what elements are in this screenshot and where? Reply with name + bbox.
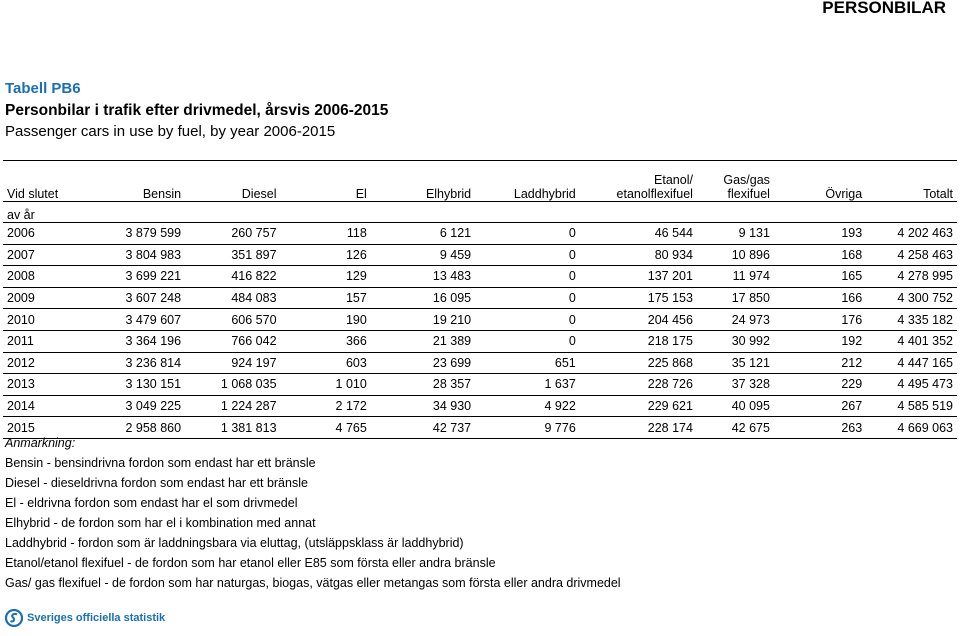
- table-cell: 129: [281, 266, 371, 288]
- col-header-ovriga: Övriga: [774, 161, 866, 202]
- table-cell: 260 757: [185, 223, 280, 245]
- table-row: [3, 374, 957, 396]
- table-cell: 190: [281, 309, 371, 331]
- table-body: [3, 223, 957, 439]
- table-cell: 228 174: [580, 417, 697, 439]
- table-row: [3, 395, 957, 417]
- table-cell: 0: [475, 309, 580, 331]
- table-cell: 24 973: [697, 309, 774, 331]
- table-cell: 603: [281, 352, 371, 374]
- table-cell: 193: [774, 223, 866, 245]
- table-cell: 46 544: [580, 223, 697, 245]
- note-line: El - eldrivna fordon som endast har el som drivmedel: [5, 496, 298, 510]
- table-subheader-row: [3, 202, 957, 223]
- col-header-laddhybrid: Laddhybrid: [475, 161, 580, 202]
- notes-section: [5, 433, 621, 593]
- row-year-cell: 2006: [3, 223, 72, 245]
- table-cell: 1 637: [475, 374, 580, 396]
- col-header-gas: [697, 161, 774, 202]
- col-header-etanol: [580, 161, 697, 202]
- table-cell: 4 495 473: [866, 374, 957, 396]
- table-cell: 6 121: [371, 223, 475, 245]
- table-cell: 225 868: [580, 352, 697, 374]
- table-cell: 924 197: [185, 352, 280, 374]
- table-cell: 0: [475, 330, 580, 352]
- table-cell: 4 585 519: [866, 395, 957, 417]
- table-cell: 416 822: [185, 266, 280, 288]
- note-line: Etanol/etanol flexifuel - de fordon som har etanol eller E85 som första eller andra bränsle: [5, 556, 496, 570]
- row-year-cell: 2013: [3, 374, 72, 396]
- table-cell: 40 095: [697, 395, 774, 417]
- row-year-cell: 2011: [3, 330, 72, 352]
- table-title-swedish: Personbilar i trafik efter drivmedel, årsvis 2006-2015: [5, 102, 389, 119]
- table-cell: 3 879 599: [72, 223, 185, 245]
- table-cell: 3 607 248: [72, 287, 185, 309]
- table-cell: 9 131: [697, 223, 774, 245]
- fuel-statistics-table: [3, 160, 957, 439]
- table-cell: 30 992: [697, 330, 774, 352]
- table-cell: 118: [281, 223, 371, 245]
- table-cell: 484 083: [185, 287, 280, 309]
- table-cell: 192: [774, 330, 866, 352]
- row-year-cell: 2015: [3, 417, 72, 439]
- table-cell: 4 401 352: [866, 330, 957, 352]
- table-cell: 168: [774, 244, 866, 266]
- table-cell: 157: [281, 287, 371, 309]
- table-cell: 42 737: [371, 417, 475, 439]
- note-line: Bensin - bensindrivna fordon som endast har ett bränsle: [5, 456, 316, 470]
- table-row: [3, 266, 957, 288]
- table-cell: 37 328: [697, 374, 774, 396]
- table-cell: 10 896: [697, 244, 774, 266]
- table-cell: 0: [475, 223, 580, 245]
- table-cell: 228 726: [580, 374, 697, 396]
- table-cell: 4 922: [475, 395, 580, 417]
- table-cell: 3 049 225: [72, 395, 185, 417]
- sos-logo-text: Sveriges officiella statistik: [27, 612, 166, 624]
- col-header-el: El: [281, 161, 371, 202]
- table-row: [3, 223, 957, 245]
- table-cell: 2 172: [281, 395, 371, 417]
- table-cell: 176: [774, 309, 866, 331]
- table-cell: 175 153: [580, 287, 697, 309]
- row-year-cell: 2009: [3, 287, 72, 309]
- sos-logo-icon: [5, 609, 23, 627]
- table-row: [3, 244, 957, 266]
- table-cell: 23 699: [371, 352, 475, 374]
- table-row: [3, 309, 957, 331]
- table-cell: 19 210: [371, 309, 475, 331]
- row-year-cell: 2008: [3, 266, 72, 288]
- table-cell: 606 570: [185, 309, 280, 331]
- table-cell: 28 357: [371, 374, 475, 396]
- col-header-year: Vid slutet: [3, 161, 72, 202]
- table-cell: 3 364 196: [72, 330, 185, 352]
- table-cell: 126: [281, 244, 371, 266]
- row-year-cell: 2014: [3, 395, 72, 417]
- table-id: Tabell PB6: [5, 80, 81, 97]
- table-cell: 9 459: [371, 244, 475, 266]
- table-cell: 2 958 860: [72, 417, 185, 439]
- table-header-row: [3, 161, 957, 202]
- col-header-gas-line2: flexifuel: [727, 187, 770, 201]
- table-row: [3, 330, 957, 352]
- col-header-gas-line1: Gas/gas: [723, 173, 770, 187]
- note-line: Diesel - dieseldrivna fordon som endast har ett bränsle: [5, 476, 308, 490]
- table-cell: 13 483: [371, 266, 475, 288]
- table-cell: 137 201: [580, 266, 697, 288]
- col-header-bensin: Bensin: [72, 161, 185, 202]
- col-header-etanol-line2: etanolflexifuel: [616, 187, 693, 201]
- table-cell: 9 776: [475, 417, 580, 439]
- table-cell: 21 389: [371, 330, 475, 352]
- table-cell: 0: [475, 287, 580, 309]
- notes-title: Anmärkning:: [5, 436, 76, 450]
- table-cell: 4 258 463: [866, 244, 957, 266]
- table-cell: 204 456: [580, 309, 697, 331]
- table-cell: 34 930: [371, 395, 475, 417]
- col-header-elhybrid: Elhybrid: [371, 161, 475, 202]
- table-cell: 3 130 151: [72, 374, 185, 396]
- table-cell: 766 042: [185, 330, 280, 352]
- table-cell: 4 300 752: [866, 287, 957, 309]
- col-subheader-year: av år: [3, 202, 72, 223]
- col-header-diesel: Diesel: [185, 161, 280, 202]
- table-cell: 16 095: [371, 287, 475, 309]
- table-cell: 165: [774, 266, 866, 288]
- table-cell: 366: [281, 330, 371, 352]
- row-year-cell: 2010: [3, 309, 72, 331]
- table-cell: 4 447 165: [866, 352, 957, 374]
- table-cell: 3 479 607: [72, 309, 185, 331]
- table-cell: 11 974: [697, 266, 774, 288]
- table-cell: 218 175: [580, 330, 697, 352]
- table-cell: 229: [774, 374, 866, 396]
- table-cell: 3 699 221: [72, 266, 185, 288]
- table-cell: 80 934: [580, 244, 697, 266]
- table-cell: 651: [475, 352, 580, 374]
- table-cell: 4 669 063: [866, 417, 957, 439]
- table-cell: 1 381 813: [185, 417, 280, 439]
- table-row: [3, 352, 957, 374]
- table-cell: 35 121: [697, 352, 774, 374]
- table-cell: 4 765: [281, 417, 371, 439]
- sos-logo: [5, 609, 165, 627]
- table-cell: 4 202 463: [866, 223, 957, 245]
- table-cell: 3 236 814: [72, 352, 185, 374]
- table-cell: 1 010: [281, 374, 371, 396]
- table-cell: 1 224 287: [185, 395, 280, 417]
- table-cell: 0: [475, 244, 580, 266]
- table-cell: 4 335 182: [866, 309, 957, 331]
- table-cell: 17 850: [697, 287, 774, 309]
- table-title-english: Passenger cars in use by fuel, by year 2006-2015: [5, 123, 336, 140]
- row-year-cell: 2007: [3, 244, 72, 266]
- table-cell: 166: [774, 287, 866, 309]
- col-header-totalt: Totalt: [866, 161, 957, 202]
- table-cell: 0: [475, 266, 580, 288]
- table-cell: 267: [774, 395, 866, 417]
- table-cell: 263: [774, 417, 866, 439]
- row-year-cell: 2012: [3, 352, 72, 374]
- table-cell: 4 278 995: [866, 266, 957, 288]
- table-cell: 229 621: [580, 395, 697, 417]
- note-line: Elhybrid - de fordon som har el i kombination med annat: [5, 516, 316, 530]
- table-cell: 351 897: [185, 244, 280, 266]
- note-line: Gas/ gas flexifuel - de fordon som har naturgas, biogas, vätgas eller metangas som första eller andra drivmedel: [5, 576, 621, 590]
- note-line: Laddhybrid - fordon som är laddningsbara via eluttag, (utsläppsklass är laddhybrid): [5, 536, 464, 550]
- table-cell: 42 675: [697, 417, 774, 439]
- table-row: [3, 287, 957, 309]
- table-cell: 212: [774, 352, 866, 374]
- page-section-title: PERSONBILAR: [822, 0, 946, 17]
- table-cell: 3 804 983: [72, 244, 185, 266]
- table-cell: 1 068 035: [185, 374, 280, 396]
- col-header-etanol-line1: Etanol/: [654, 173, 693, 187]
